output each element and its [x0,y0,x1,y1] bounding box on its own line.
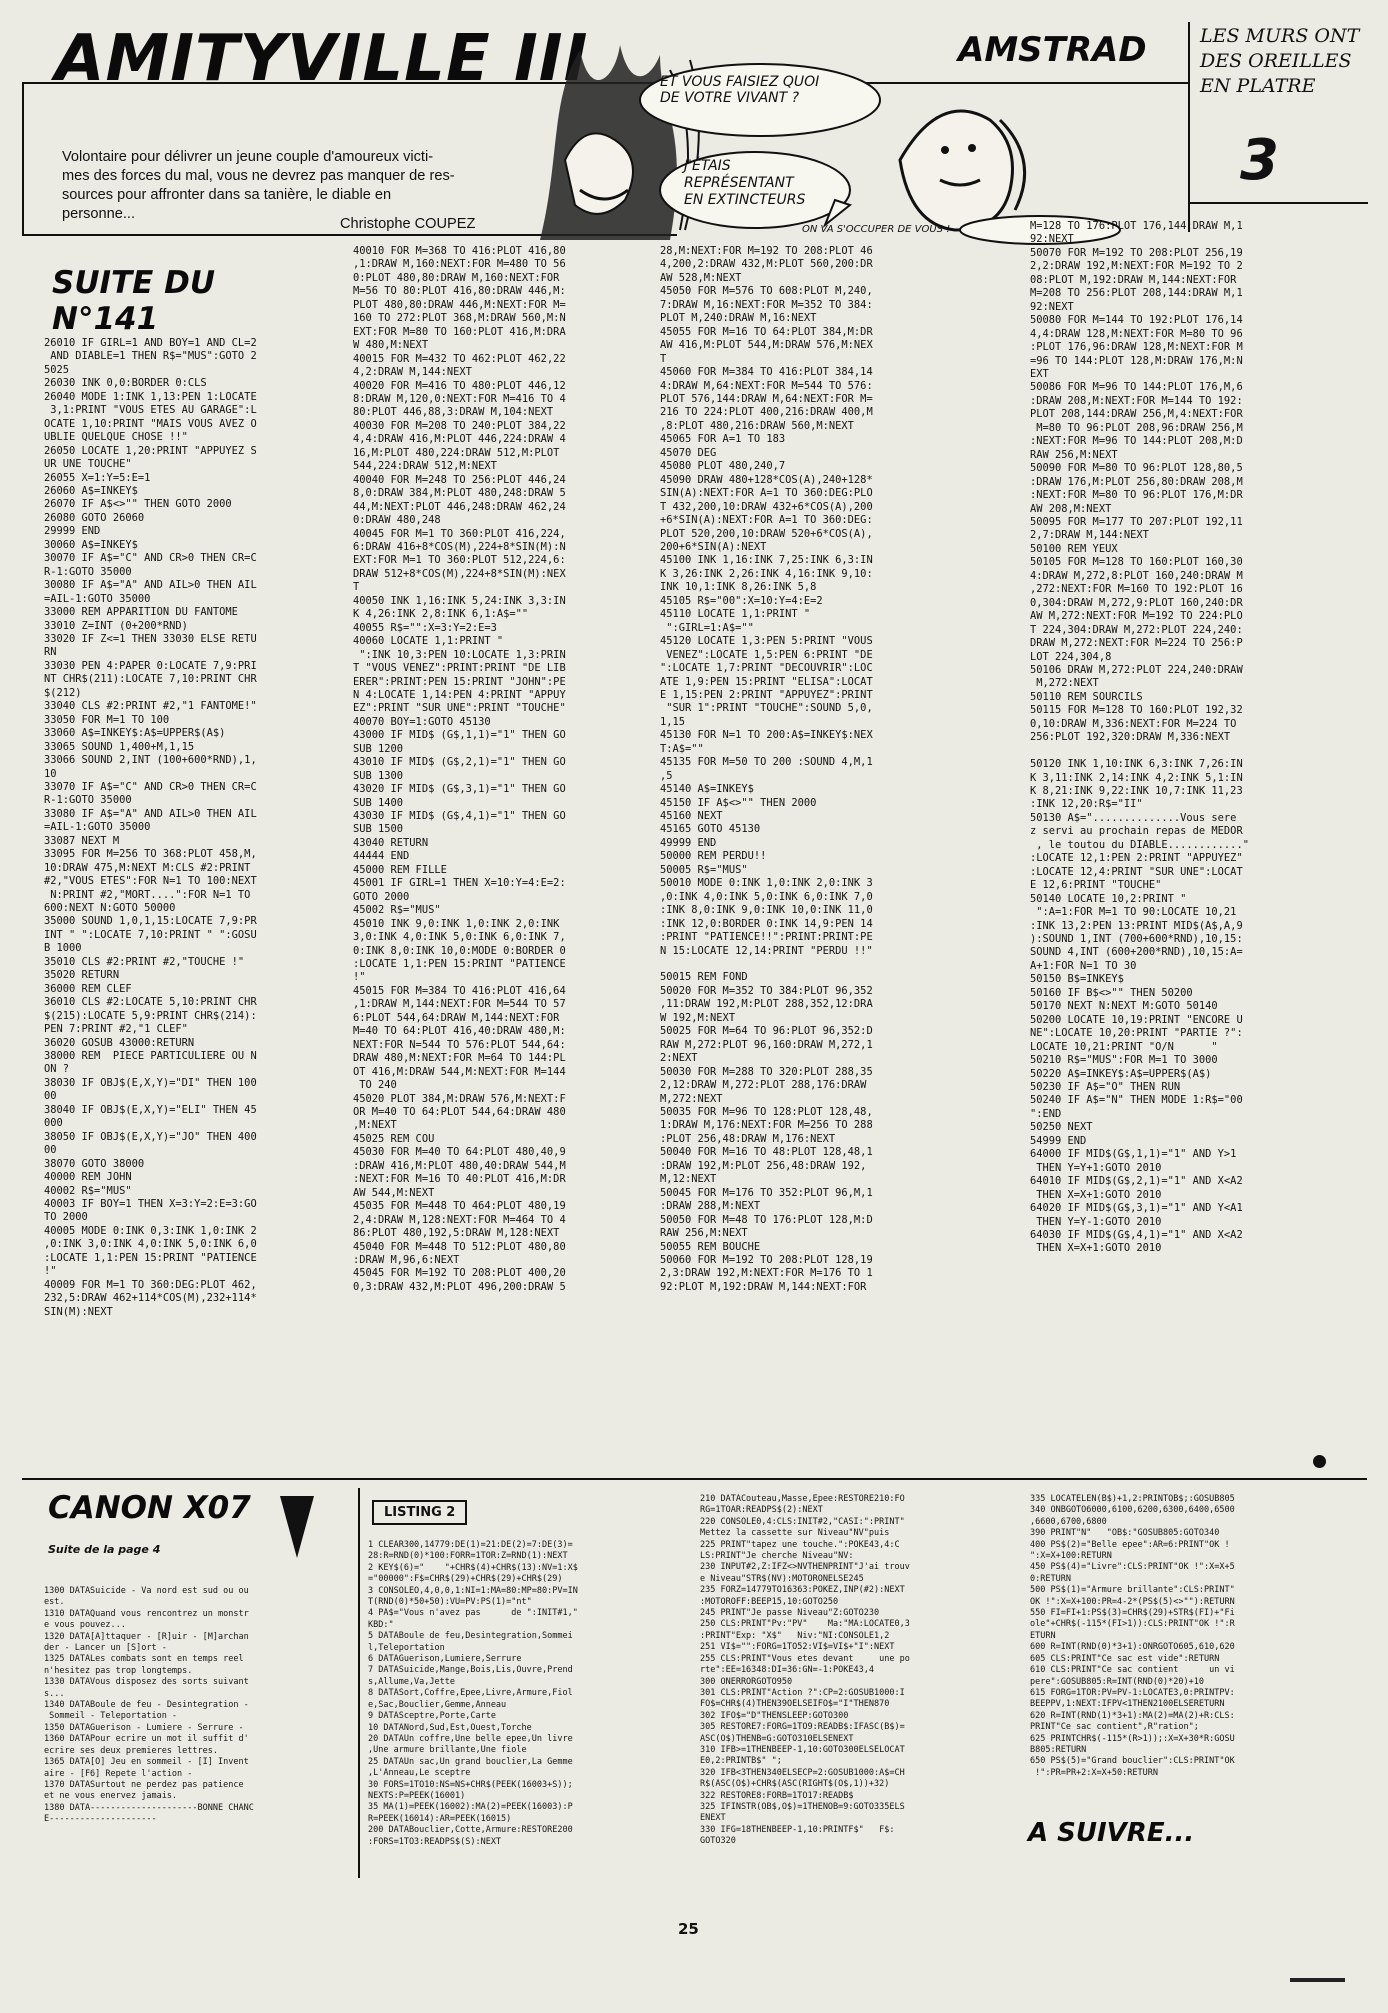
article-intro: Volontaire pour délivrer un jeune couple d'amoureux victi- mes des forces du mal, vous ne devrez pas manquer de res- sources pour affronter dans sa tanière, le diable en personne... [62,149,455,222]
page-number: 25 [678,1920,699,1938]
cartoon-drawing [520,40,1180,250]
end-of-article-bullet [1313,1455,1326,1468]
listing-2-column-1: 1 CLEAR300,14779:DE(1)=21:DE(2)=7:DE(3)= 28:R=RND(0)*100:FORR=1TOR:Z=RND(1):NEXT 2 KEY$(6)=" "+CHR$(4)+CHR$(13):NV=1:X$ ="00000":F$=CHR$(29)+CHR$(29)+CHR$(29) 3 CONSOLEO,4,0,0,1:NI=1:MA=80:MP=80:PV=IN T(RND(0)*50+50):VU=PV:PS(1)="nt" 4 PA$="Vous n'avez pas de ":INIT#1," KBD:" 5 DATABoule de feu,Desintegration,Sommei l,Teleportation 6 DATAGuerison,Lumiere,Serrure 7 DATASuicide,Mange,Bois,Lis,Ouvre,Prend s,Allume,Va,Jette 8 DATASort,Coffre,Epee,Livre,Armure,Fiol e,Sac,Bouclier,Gemme,Anneau 9 DATASceptre,Porte,Carte 10 DATANord,Sud,Est,Ouest,Torche 20 DATAUn coffre,Une belle epee,Un livre ,Une armure brillante,Une fiole 25 DATAUn sac,Un grand bouclier,La Gemme ,L'Anneau,Le sceptre 30 FORS=1TO10:NS=NS+CHR$(PEEK(16003+S)); NEXTS:P=PEEK(16001) 35 MA(1)=PEEK(16002):MA(2)=PEEK(16003):P R=PEEK(16014):AR=PEEK(16015) 200 DATABouclier,Cotte,Armure:RESTORE200 :FORS=1TO3:READPS$(S):NEXT [368,1540,578,1847]
listing-column-4: M=128 TO 176:PLOT 176,144:DRAW M,1 92:NEXT 50070 FOR M=192 TO 208:PLOT 256,19 2,2:DRAW 192,M:NEXT:FOR M=192 TO 2 08:PLOT M,192:DRAW M,144:NEXT:FOR M=208 TO 256:PLOT 208,144:DRAW M,1 92:NEXT 50080 FOR M=144 TO 192:PLOT 176,14 4,4:DRAW 128,M:NEXT:FOR M=80 TO 96 :PLOT 176,96:DRAW 128,M:NEXT:FOR M =96 TO 144:PLOT 128,M:DRAW 176,M:N EXT 50086 FOR M=96 TO 144:PLOT 176,M,6 :DRAW 208,M:NEXT:FOR M=144 TO 192: PLOT 208,144:DRAW 256,M,4:NEXT:FOR M=80 TO 96:PLOT 208,96:DRAW 256,M :NEXT:FOR M=96 TO 144:PLOT 208,M:D RAW 256,M:NEXT 50090 FOR M=80 TO 96:PLOT 128,80,5 :DRAW 176,M:PLOT 256,80:DRAW 208,M :NEXT:FOR M=80 TO 96:PLOT 176,M:DR AW 208,M:NEXT 50095 FOR M=177 TO 207:PLOT 192,11 2,7:DRAW M,144:NEXT 50100 REM YEUX 50105 FOR M=128 TO 160:PLOT 160,30 4:DRAW M,272,8:PLOT 160,240:DRAW M ,272:NEXT:FOR M=160 TO 192:PLOT 16 0,304:DRAW M,272,9:PLOT 160,240:DR AW M,272:NEXT:FOR M=192 TO 224:PLO T 224,304:DRAW M,272:PLOT 224,240: DRAW M,272:NEXT:FOR M=224 TO 256:P LOT 224,304,8 50106 DRAW M,272:PLOT 224,240:DRAW M,272:NEXT 50110 REM SOURCILS 50115 FOR M=128 TO 160:PLOT 192,32 0,10:DRAW M,336:NEXT:FOR M=224 TO 256:PLOT 192,320:DRAW M,336:NEXT 50120 INK 1,10:INK 6,3:INK 7,26:IN K 3,11:INK 2,14:INK 4,2:INK 5,1:IN K 8,21:INK 9,22:INK 10,7:INK 11,23 :INK 12,20:R$="II" 50130 A$="..............Vous sere z servi au prochain repas de MEDOR , le toutou du DIABLE............" :LOCATE 12,1:PEN 2:PRINT "APPUYEZ" :LOCATE 12,4:PRINT "SUR UNE":LOCAT E 12,6:PRINT "TOUCHE" 50140 LOCATE 10,2:PRINT " ":A=1:FOR M=1 TO 90:LOCATE 10,21 :INK 13,2:PEN 13:PRINT MID$(A$,A,9 ):SOUND 1,INT (700+600*RND),10,15: SOUND 4,INT (600+200*RND),10,15:A= A+1:FOR N=1 TO 30 50150 B$=INKEY$ 50160 IF B$<>"" THEN 50200 50170 NEXT N:NEXT M:GOTO 50140 50200 LOCATE 10,19:PRINT "ENCORE U NE":LOCATE 10,20:PRINT "PARTIE ?": LOCATE 10,21:PRINT "O/N " 50210 R$="MUS":FOR M=1 TO 3000 50220 A$=INKEY$:A$=UPPER$(A$) 50230 IF A$="O" THEN RUN 50240 IF A$="N" THEN MODE 1:R$="00 ":END 50250 NEXT 54999 END 64000 IF MID$(G$,1,1)="1" AND Y>1 THEN Y=Y+1:GOTO 2010 64010 IF MID$(G$,2,1)="1" AND X<A2 THEN X=X+1:GOTO 2010 64020 IF MID$(G$,3,1)="1" AND Y<A1 THEN Y=Y-1:GOTO 2010 64030 IF MID$(G$,4,1)="1" AND X<A2 THEN X=X+1:GOTO 2010 [1030,220,1249,1255]
to-be-continued: A SUIVRE... [1028,1818,1195,1848]
section-heading: SUITE DU N°141 [52,265,216,337]
canon-subtitle: Suite de la page 4 [48,1543,161,1556]
listing-2-column-2: 210 DATACouteau,Masse,Epee:RESTORE210:FO RG=1TOAR:READPS$(2):NEXT 220 CONSOLE0,4:CLS:INIT#2,"CASI:":PRINT" Mettez la cassette sur Niveau"NV"puis 225 PRINT"tapez une touche.":POKE43,4:C LS:PRINT"Je cherche Niveau"NV: 230 INPUT#2,Z:IFZ<>NVTHENPRINT"J'ai trouv e Niveau"STR$(NV):MOTORONELSE245 235 FORZ=14779TO16363:POKEZ,INP(#2):NEXT :MOTOROFF:BEEP15,10:GOTO250 245 PRINT"Je passe Niveau"Z:GOTO230 250 CLS:PRINT"Pv:"PV" Ma:"MA:LOCATE0,3 :PRINT"Exp: "X$" Niv:"NI:CONSOLE1,2 251 VI$="":FORG=1TO52:VI$=VI$+"I":NEXT 255 CLS:PRINT"Vous etes devant une po rte":EE=16348:DI=36:GN=-1:POKE43,4 300 ONERRORGOTO950 301 CLS:PRINT"Action ?":CP=2:GOSUB1000:I FO$=CHR$(4)THEN39OELSEIFO$="I"THEN870 302 IFO$="D"THENSLEEP:GOTO300 305 RESTORE7:FORG=1TO9:READB$:IFASC(B$)= ASC(O$)THENB=G:GOTO310ELSENEXT 310 IFB>=1THENBEEP-1,10:GOTO300ELSELOCAT E0,2:PRINTB$" "; 320 IFB<3THEN340ELSECP=2:GOSUB1000:A$=CH R$(ASC(O$)+CHR$(ASC(RIGHT$(O$,1))+32) 322 RESTORE8:FORB=1TO17:READB$ 325 IFINSTR(OB$,O$)=1THENOB=9:GOTO335ELS ENEXT 330 IFG=18THENBEEP-1,10:PRINTF$" F$: GOTO320 [700,1494,910,1847]
footer-mark [1290,1978,1345,1982]
listing-column-3: 28,M:NEXT:FOR M=192 TO 208:PLOT 46 4,200,2:DRAW 432,M:PLOT 560,200:DR AW 528,M:NEXT 45050 FOR M=576 TO 608:PLOT M,240, 7:DRAW M,16:NEXT:FOR M=352 TO 384: PLOT M,240:DRAW M,16:NEXT 45055 FOR M=16 TO 64:PLOT 384,M:DR AW 416,M:PLOT 544,M:DRAW 576,M:NEX T 45060 FOR M=384 TO 416:PLOT 384,14 4:DRAW M,64:NEXT:FOR M=544 TO 576: PLOT 576,144:DRAW M,64:NEXT:FOR M= 216 TO 224:PLOT 400,216:DRAW 400,M ,8:PLOT 480,216:DRAW 560,M:NEXT 45065 FOR A=1 TO 183 45070 DEG 45080 PLOT 480,240,7 45090 DRAW 480+128*COS(A),240+128* SIN(A):NEXT:FOR A=1 TO 360:DEG:PLO T 432,200,10:DRAW 432+6*COS(A),200 +6*SIN(A):NEXT:FOR A=1 TO 360:DEG: PLOT 520,200,10:DRAW 520+6*COS(A), 200+6*SIN(A):NEXT 45100 INK 1,16:INK 7,25:INK 6,3:IN K 3,26:INK 2,26:INK 4,16:INK 9,10: INK 10,1:INK 8,26:INK 5,8 45105 R$="00":X=10:Y=4:E=2 45110 LOCATE 1,1:PRINT " ":GIRL=1:A$="" 45120 LOCATE 1,3:PEN 5:PRINT "VOUS VENEZ":LOCATE 1,5:PEN 6:PRINT "DE ":LOCATE 1,7:PRINT "DECOUVRIR":LOC ATE 1,9:PEN 15:PRINT "ELISA":LOCAT E 1,15:PEN 2:PRINT "APPUYEZ":PRINT "SUR 1":PRINT "TOUCHE":SOUND 5,0, 1,15 45130 FOR N=1 TO 200:A$=INKEY$:NEX T:A$="" 45135 FOR M=50 TO 200 :SOUND 4,M,1 ,5 45140 A$=INKEY$ 45150 IF A$<>"" THEN 2000 45160 NEXT 45165 GOTO 45130 49999 END 50000 REM PERDU!! 50005 R$="MUS" 50010 MODE 0:INK 1,0:INK 2,0:INK 3 ,0:INK 4,0:INK 5,0:INK 6,0:INK 7,0 :INK 8,0:INK 9,0:INK 10,0:INK 11,0 :INK 12,0:BORDER 0:INK 14,9:PEN 14 :PRINT "PATIENCE!!":PRINT:PRINT:PE N 15:LOCATE 12,14:PRINT "PERDU !!" 50015 REM FOND 50020 FOR M=352 TO 384:PLOT 96,352 ,11:DRAW 192,M:PLOT 288,352,12:DRA W 192,M:NEXT 50025 FOR M=64 TO 96:PLOT 96,352:D RAW M,272:PLOT 96,160:DRAW M,272,1 2:NEXT 50030 FOR M=288 TO 320:PLOT 288,35 2,12:DRAW M,272:PLOT 288,176:DRAW M,272:NEXT 50035 FOR M=96 TO 128:PLOT 128,48, 1:DRAW M,176:NEXT:FOR M=256 TO 288 :PLOT 256,48:DRAW M,176:NEXT 50040 FOR M=16 TO 48:PLOT 128,48,1 :DRAW 192,M:PLOT 256,48:DRAW 192, M,12:NEXT 50045 FOR M=176 TO 352:PLOT 96,M,1 :DRAW 288,M:NEXT 50050 FOR M=48 TO 176:PLOT 128,M:D RAW 256,M:NEXT 50055 REM BOUCHE 50060 FOR M=192 TO 208:PLOT 128,19 2,3:DRAW 192,M:NEXT:FOR M=176 TO 1 92:PLOT M,192:DRAW M,144:NEXT:FOR [660,245,873,1293]
canon-title: CANON X07 [48,1490,251,1526]
listing-column-2: 40010 FOR M=368 TO 416:PLOT 416,80 ,1:DRAW M,160:NEXT:FOR M=480 TO 56 0:PLOT 480,80:DRAW M,160:NEXT:FOR M=56 TO 80:PLOT 416,80:DRAW 446,M: PLOT 480,80:DRAW 446,M:NEXT:FOR M= 160 TO 272:PLOT 368,M:DRAW 560,M:N EXT:FOR M=80 TO 160:PLOT 416,M:DRA W 480,M:NEXT 40015 FOR M=432 TO 462:PLOT 462,22 4,2:DRAW M,144:NEXT 40020 FOR M=416 TO 480:PLOT 446,12 8:DRAW M,120,0:NEXT:FOR M=416 TO 4 80:PLOT 446,88,3:DRAW M,104:NEXT 40030 FOR M=208 TO 240:PLOT 384,22 4,4:DRAW 416,M:PLOT 446,224:DRAW 4 16,M:PLOT 480,224:DRAW 512,M:PLOT 544,224:DRAW 512,M:NEXT 40040 FOR M=248 TO 256:PLOT 446,24 8,0:DRAW 384,M:PLOT 480,248:DRAW 5 44,M:NEXT:PLOT 446,248:DRAW 462,24 0:DRAW 480,248 40045 FOR M=1 TO 360:PLOT 416,224, 6:DRAW 416+8*COS(M),224+8*SIN(M):N EXT:FOR M=1 TO 360:PLOT 512,224,6: DRAW 512+8*COS(M),224+8*SIN(M):NEX T 40050 INK 1,16:INK 5,24:INK 3,3:IN K 4,26:INK 2,8:INK 6,1:A$="" 40055 R$="":X=3:Y=2:E=3 40060 LOCATE 1,1:PRINT " ":INK 10,3:PEN 10:LOCATE 1,3:PRIN T "VOUS VENEZ":PRINT:PRINT "DE LIB ERER":PRINT:PEN 15:PRINT "JOHN":PE N 4:LOCATE 1,14:PEN 4:PRINT "APPUY EZ":PRINT "SUR UNE":PRINT "TOUCHE" 40070 BOY=1:GOTO 45130 43000 IF MID$ (G$,1,1)="1" THEN GO SUB 1200 43010 IF MID$ (G$,2,1)="1" THEN GO SUB 1300 43020 IF MID$ (G$,3,1)="1" THEN GO SUB 1400 43030 IF MID$ (G$,4,1)="1" THEN GO SUB 1500 43040 RETURN 44444 END 45000 REM FILLE 45001 IF GIRL=1 THEN X=10:Y=4:E=2: GOTO 2000 45002 R$="MUS" 45010 INK 9,0:INK 1,0:INK 2,0:INK 3,0:INK 4,0:INK 5,0:INK 6,0:INK 7, 0:INK 8,0:INK 10,0:MODE 0:BORDER 0 :LOCATE 1,1:PEN 15:PRINT "PATIENCE !" 45015 FOR M=384 TO 416:PLOT 416,64 ,1:DRAW M,144:NEXT:FOR M=544 TO 57 6:PLOT 544,64:DRAW M,144:NEXT:FOR M=40 TO 64:PLOT 416,40:DRAW 480,M: NEXT:FOR N=544 TO 576:PLOT 544,64: DRAW 480,M:NEXT:FOR M=64 TO 144:PL OT 416,M:DRAW 544,M:NEXT:FOR M=144 TO 240 45020 PLOT 384,M:DRAW 576,M:NEXT:F OR M=40 TO 64:PLOT 544,64:DRAW 480 ,M:NEXT 45025 REM COU 45030 FOR M=40 TO 64:PLOT 480,40,9 :DRAW 416,M:PLOT 480,40:DRAW 544,M :NEXT:FOR M=16 TO 40:PLOT 416,M:DR AW 544,M:NEXT 45035 FOR M=448 TO 464:PLOT 480,19 2,4:DRAW M,128:NEXT:FOR M=464 TO 4 86:PLOT 480,192,5:DRAW M,128:NEXT 45040 FOR M=448 TO 512:PLOT 480,80 :DRAW M,96,6:NEXT 45045 FOR M=192 TO 208:PLOT 400,20 0,3:DRAW 432,M:PLOT 496,200:DRAW 5 [353,245,566,1293]
article-author: Christophe COUPEZ [340,216,476,232]
listing-column-1: 26010 IF GIRL=1 AND BOY=1 AND CL=2 AND DIABLE=1 THEN R$="MUS":GOTO 2 5025 26030 INK 0,0:BORDER 0:CLS 26040 MODE 1:INK 1,13:PEN 1:LOCATE 3,1:PRINT "VOUS ETES AU GARAGE":L OCATE 1,10:PRINT "MAIS VOUS AVEZ O UBLIE QUELQUE CHOSE !!" 26050 LOCATE 1,20:PRINT "APPUYEZ S UR UNE TOUCHE" 26055 X=1:Y=5:E=1 26060 A$=INKEY$ 26070 IF A$<>"" THEN GOTO 2000 26080 GOTO 26060 29999 END 30060 A$=INKEY$ 30070 IF A$="C" AND CR>0 THEN CR=C R-1:GOTO 35000 30080 IF A$="A" AND AIL>0 THEN AIL =AIL-1:GOTO 35000 33000 REM APPARITION DU FANTOME 33010 Z=INT (0+200*RND) 33020 IF Z<=1 THEN 33030 ELSE RETU RN 33030 PEN 4:PAPER 0:LOCATE 7,9:PRI NT CHR$(211):LOCATE 7,10:PRINT CHR $(212) 33040 CLS #2:PRINT #2,"1 FANTOME!" 33050 FOR M=1 TO 100 33060 A$=INKEY$:A$=UPPER$(A$) 33065 SOUND 1,400+M,1,15 33066 SOUND 2,INT (100+600*RND),1, 10 33070 IF A$="C" AND CR>0 THEN CR=C R-1:GOTO 35000 33080 IF A$="A" AND AIL>0 THEN AIL =AIL-1:GOTO 35000 33087 NEXT M 33095 FOR M=256 TO 368:PLOT 458,M, 10:DRAW 475,M:NEXT M:CLS #2:PRINT #2,"VOUS ETES":FOR N=1 TO 100:NEXT N:PRINT #2,"MORT....":FOR N=1 TO 600:NEXT N:GOTO 50000 35000 SOUND 1,0,1,15:LOCATE 7,9:PR INT " ":LOCATE 7,10:PRINT " ":GOSU B 1000 35010 CLS #2:PRINT #2,"TOUCHE !" 35020 RETURN 36000 REM CLEF 36010 CLS #2:LOCATE 5,10:PRINT CHR $(215):LOCATE 5,9:PRINT CHR$(214): PEN 7:PRINT #2,"1 CLEF" 36020 GOSUB 43000:RETURN 38000 REM PIECE PARTICULIERE OU N ON ? 38030 IF OBJ$(E,X,Y)="DI" THEN 100 00 38040 IF OBJ$(E,X,Y)="ELI" THEN 45 000 38050 IF OBJ$(E,X,Y)="JO" THEN 400 00 38070 GOTO 38000 40000 REM JOHN 40002 R$="MUS" 40003 IF BOY=1 THEN X=3:Y=2:E=3:GO TO 2000 40005 MODE 0:INK 0,3:INK 1,0:INK 2 ,0:INK 3,0:INK 4,0:INK 5,0:INK 6,0 :LOCATE 1,1:PEN 15:PRINT "PATIENCE !" 40009 FOR M=1 TO 360:DEG:PLOT 462, 232,5:DRAW 462+114*COS(M),232+114* SIN(M):NEXT [44,337,257,1318]
sidebar-box-bottom [1188,202,1368,204]
speech-bubble-caption: ON VA S'OCCUPER DE VOUS ! [802,224,951,235]
canon-listing: 1300 DATASuicide - Va nord est sud ou ou est. 1310 DATAQuand vous rencontrez un monstr e vous pouvez... 1320 DATA[A]ttaquer - [R]uir - [M]archan der - Lancer un [S]ort - 1325 DATALes combats sont en temps reel n'hesitez pas trop longtemps. 1330 DATAVous disposez des sorts suivant s... 1340 DATABoule de feu - Desintegration - Sommeil - Teleportation - 1350 DATAGuerison - Lumiere - Serrure - 1360 DATAPour ecrire un mot il suffit d' ecrire ses deux premieres lettres. 1365 DATA[O] Jeu en sommeil - [I] Invent aire - [F6] Repete l'action - 1370 DATASurtout ne perdez pas patience et ne vous enervez jamais. 1380 DATA---------------------BONNE CHANC E--------------------- [44,1586,254,1825]
down-arrow-icon [278,1492,316,1560]
machine-label: AMSTRAD [958,30,1147,70]
speech-bubble-question: ET VOUS FAISIEZ QUOI DE VOTRE VIVANT ? [660,74,820,106]
sidebar-box-left [1188,22,1190,232]
canon-divider [358,1488,360,1878]
article-title: AMITYVILLE III [55,22,589,96]
listing-2-label: LISTING 2 [372,1500,467,1525]
header-left-rule [22,82,24,236]
speech-bubble-answer: J'ÉTAIS REPRÉSENTANT EN EXTINCTEURS [684,158,806,208]
section-divider [22,1478,1367,1480]
handwritten-caption: LES MURS ONT DES OREILLES EN PLATRE [1200,25,1360,97]
cartoon-illustration [520,40,1180,250]
listing-2-column-3: 335 LOCATELEN(B$)+1,2:PRINTOB$;:GOSUB805 340 ONBGOTO6000,6100,6200,6300,6400,6500 ,6600,6700,6800 390 PRINT"N" "OB$:"GOSUB805:GOTO340 400 PS$(2)="Belle epee":AR=6:PRINT"OK ! ":X=X+100:RETURN 450 PS$(4)="Livre":CLS:PRINT"OK !":X=X+5 0:RETURN 500 PS$(1)="Armure brillante":CLS:PRINT" OK !":X=X+100:PR=4-2*(PS$(5)<>""):RETURN 550 FI=FI+1:PS$(3)=CHR$(29)+STR$(FI)+"Fi ole"+CHR$(-115*(FI>1)):CLS:PRINT"OK !":R ETURN 600 R=INT(RND(0)*3+1):ONRGOTO605,610,620 605 CLS:PRINT"Ce sac est vide":RETURN 610 CLS:PRINT"Ce sac contient un vi pere":GOSUB805:R=INT(RND(0)*20)+10 615 FORG=1TOR:PV=PV-1:LOCATE3,0:PRINTPV: BEEPPV,1:NEXT:IFPV<1THEN2100ELSERETURN 620 R=INT(RND(1)*3+1):MA(2)=MA(2)+R:CLS: PRINT"Ce sac contient",R"ration"; 625 PRINTCHR$(-115*(R>1));:X=X+30*R:GOSU B805:RETURN 650 PS$(5)="Grand bouclier":CLS:PRINT"OK !":PR=PR+2:X=X+50:RETURN [1030,1494,1235,1778]
cartoonist-signature: 3 [1240,128,1279,193]
